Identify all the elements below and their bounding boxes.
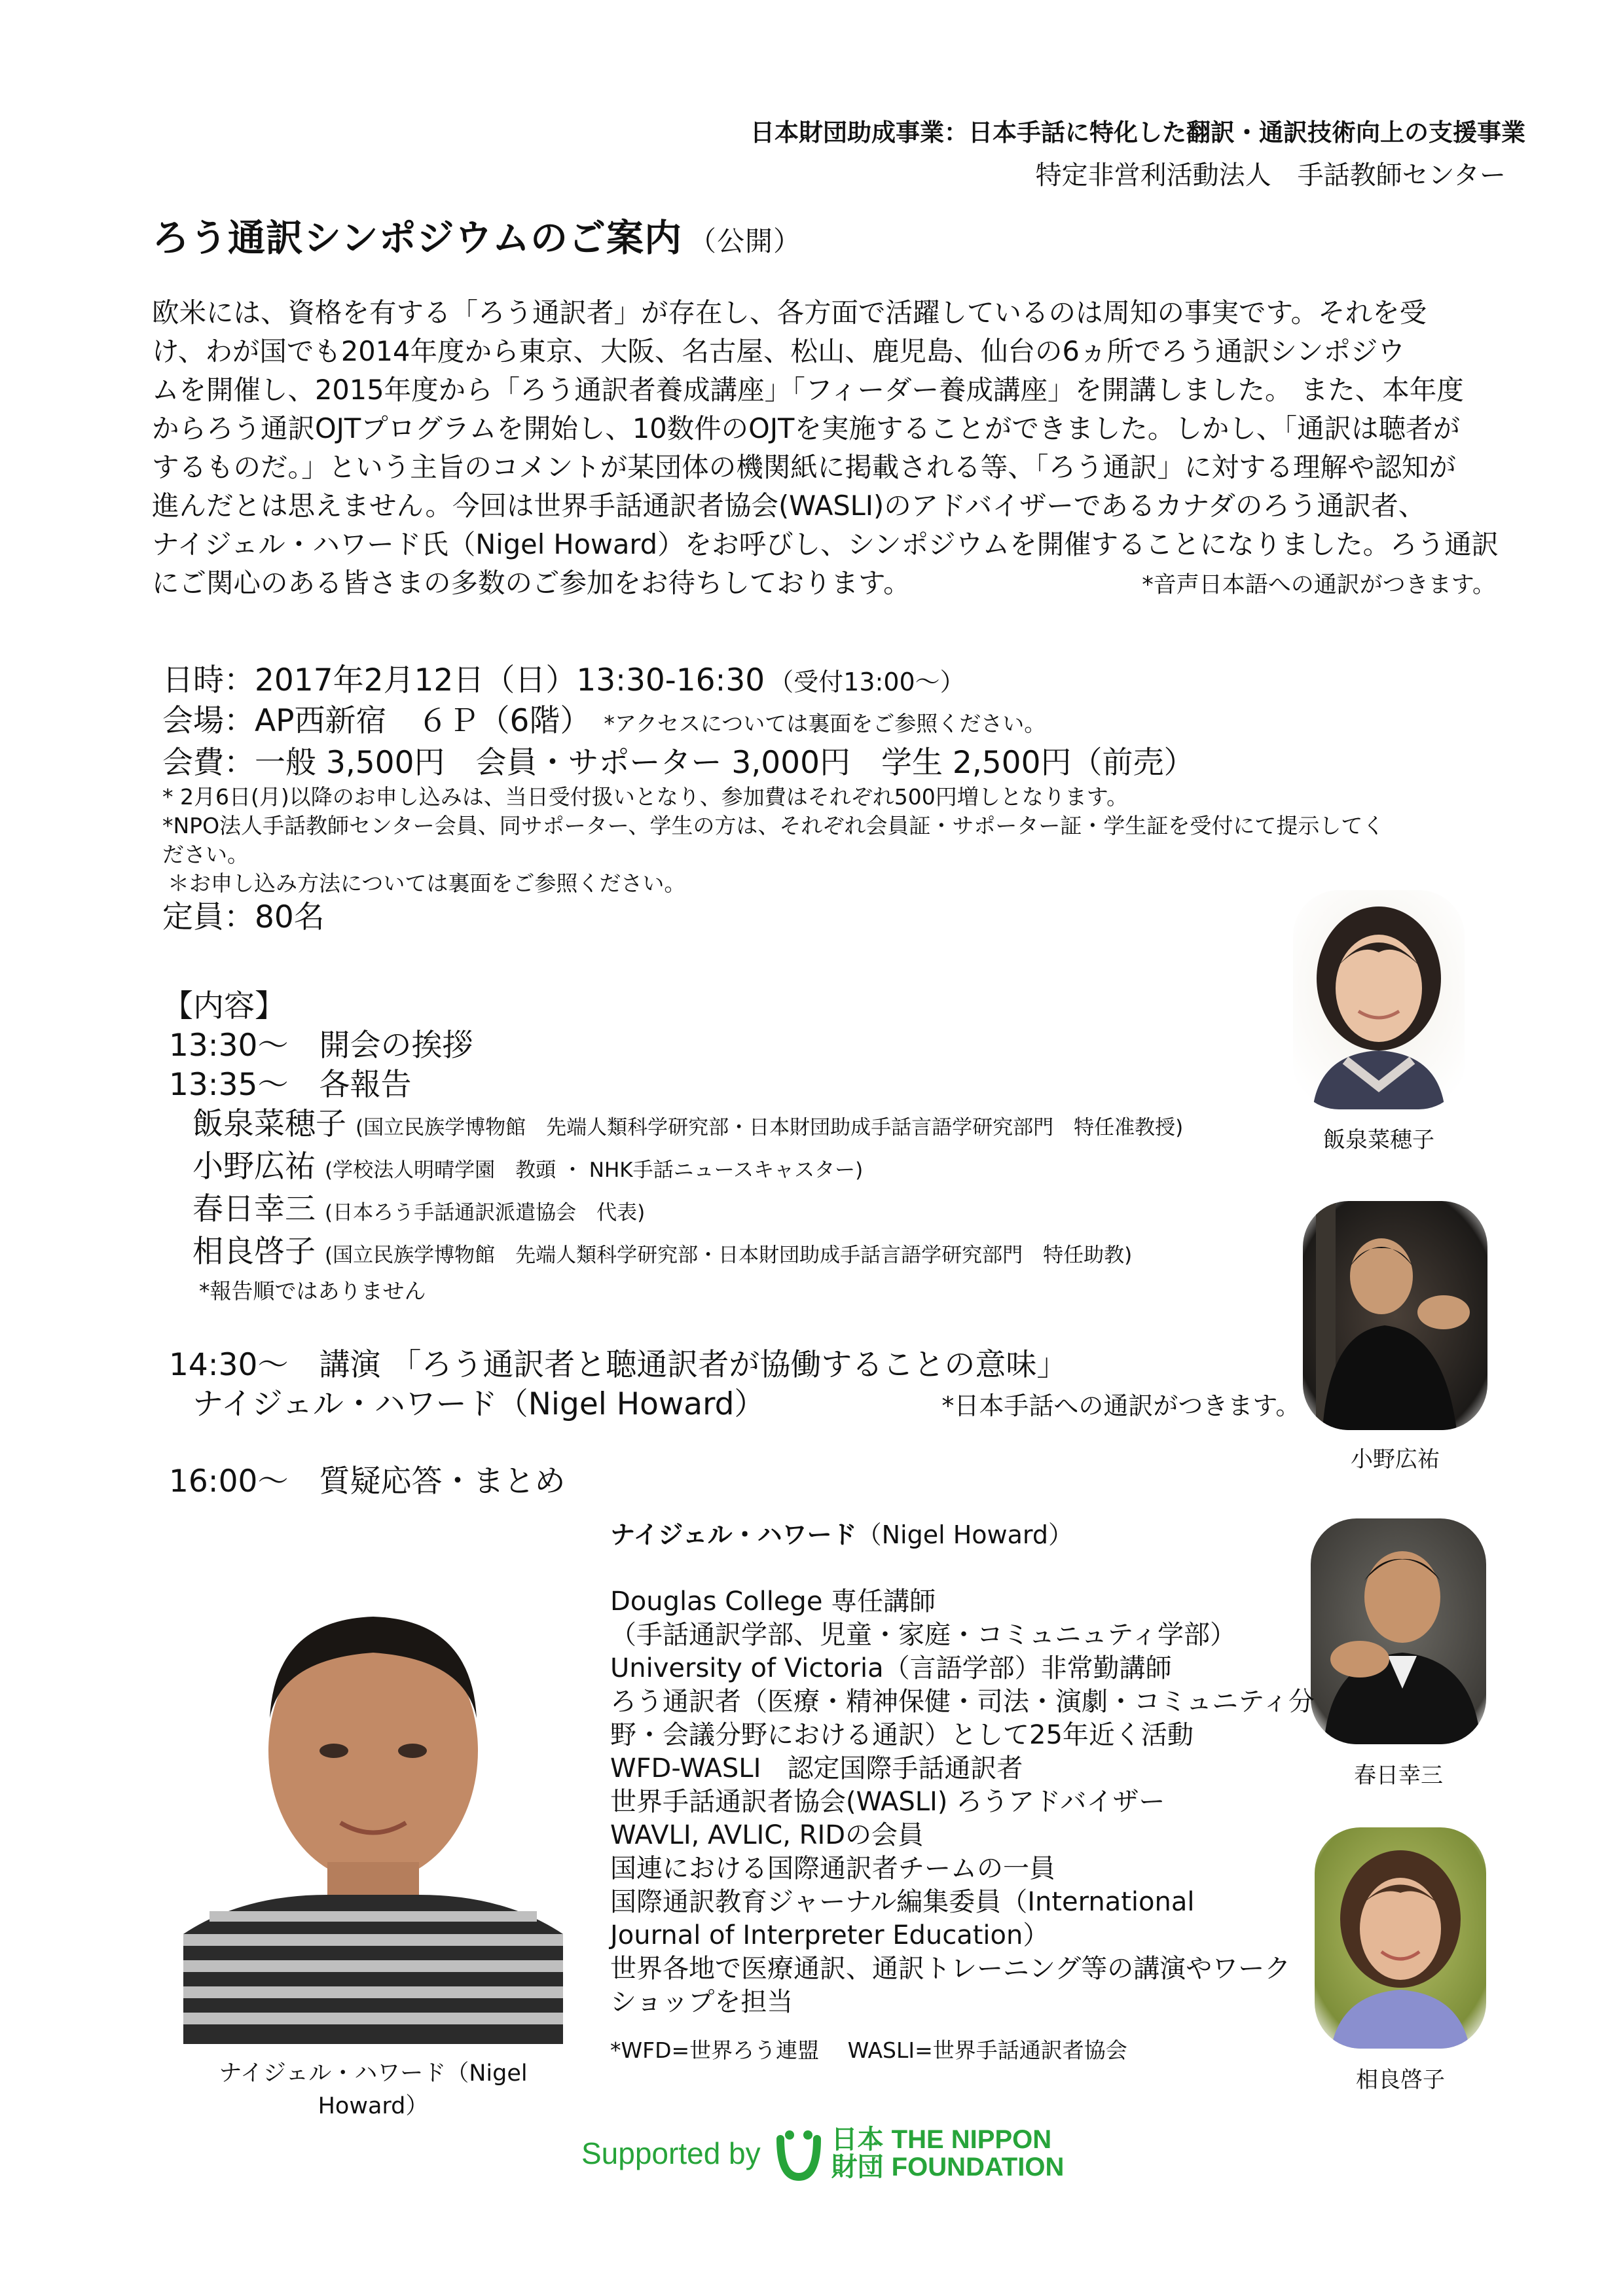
speaker-affiliation: (国立民族学博物館 先端人類科学研究部・日本財団助成手話言語学研究部門 特任准教授): [356, 1116, 1184, 1139]
venue-note: *アクセスについては裏面をご参照ください。: [604, 711, 1046, 736]
speaker-affiliation: (学校法人明晴学園 教頭 ・ NHK手話ニュースキャスター): [325, 1158, 864, 1182]
intro-line: ムを開催し、2015年度から「ろう通訳者養成講座」「フィーダー養成講座」を開講しました。 また、本年度: [152, 374, 1464, 406]
portrait-nigel-howard: [183, 1554, 563, 2044]
fee-note: * 2月6日(月)以降のお申し込みは、当日受付扱いとなり、参加費はそれぞれ500円増しとなります。: [162, 784, 1129, 810]
intro-line: からろう通訳OJTプログラムを開始し、10数件のOJTを実施することができました。しかし、「通訳は聴者が: [152, 412, 1461, 444]
speaker-name: 小野広祐: [192, 1149, 316, 1185]
caption-iizumi: 飯泉菜穂子: [1323, 1127, 1434, 1153]
speaker-name: 飯泉菜穂子: [192, 1106, 346, 1142]
speaker-affiliation: (日本ろう手話通訳派遣協会 代表): [325, 1201, 646, 1225]
program-opening: 13:30～ 開会の挨拶: [169, 1028, 473, 1064]
intro-paragraph: [152, 293, 1501, 605]
event-venue: [162, 702, 1537, 744]
portrait-woman-2: [1315, 1827, 1486, 2049]
lecturer-name: ナイジェル・ハワード（Nigel Howard）: [192, 1386, 765, 1422]
bio-line: Journal of Interpreter Education）: [610, 1920, 1049, 1950]
bio-name: [610, 1518, 1330, 1552]
venue-text: 会場：AP西新宿 ６Ｐ（6階）: [162, 703, 591, 739]
order-note: *報告順ではありません: [199, 1278, 426, 1304]
program: [162, 987, 1301, 1501]
portrait-man-signing: [1303, 1201, 1487, 1430]
organizer-line: 特定非営利活動法人 手話教師センター: [1035, 160, 1506, 190]
supported-by-footer: [581, 2121, 1064, 2186]
bio-footnote: *WFD=世界ろう連盟 WASLI=世界手話通訳者協会: [610, 2037, 1127, 2063]
nippon-foundation-logo-icon: [775, 2126, 822, 2181]
page-title: [152, 208, 801, 262]
foundation-en-line1: THE NIPPON: [891, 2125, 1052, 2154]
bio-line: 国連における国際通訳者チームの一員: [610, 1854, 1055, 1884]
bio-name-jp: ナイジェル・ハワード: [610, 1520, 857, 1549]
intro-line: け、わが国でも2014年度から東京、大阪、名古屋、松山、鹿児島、仙台の6ヵ所でろう通訳シンポジウ: [152, 335, 1405, 367]
photo-kasuga: [1311, 1518, 1486, 1744]
bio-line: 世界手話通訳者協会(WASLI) ろうアドバイザー: [610, 1787, 1165, 1817]
program-reports: 13:35～ 各報告: [169, 1067, 412, 1103]
bio-line: University of Victoria（言語学部）非常勤講師: [610, 1653, 1172, 1683]
intro-line: するものだ。」という主旨のコメントが某団体の機関紙に掲載される等、「ろう通訳」に対する理解や認知が: [152, 451, 1457, 483]
lecture-note: *日本手話への通訳がつきます。: [941, 1391, 1301, 1420]
voice-interpret-note: *音声日本語への通訳がつきます。: [1142, 572, 1495, 598]
bio-line: （手話通訳学部、児童・家庭・コミュニュティ学部）: [610, 1620, 1236, 1650]
title-main: ろう通訳シンポジウムのご案内: [152, 217, 683, 260]
portrait-woman-1: [1293, 890, 1465, 1109]
speaker-affiliation: (国立民族学博物館 先端人類科学研究部・日本財団助成手話言語学研究部門 特任助教): [325, 1244, 1133, 1267]
bio-line: ショップを担当: [610, 1987, 793, 2017]
photo-howard: [183, 1554, 563, 2044]
bio-line: WFD-WASLI 認定国際手話通訳者: [610, 1753, 1023, 1784]
title-sub: （公開）: [689, 225, 802, 257]
reception-time: （受付13:00～）: [769, 668, 965, 696]
intro-line: 進んだとは思えません。今回は世界手話通訳者協会(WASLI)のアドバイザーであるカナダのろう通訳者、: [152, 490, 1426, 522]
foundation-name-jp: [831, 2126, 884, 2181]
foundation-jp-line2: 財団: [831, 2152, 884, 2182]
speaker-name: 相良啓子: [192, 1234, 316, 1270]
speaker-name: 春日幸三: [192, 1191, 316, 1227]
bio-line: ろう通訳者（医療・精神保健・司法・演劇・コミュニティ分: [610, 1687, 1315, 1717]
howard-bio: [610, 1518, 1330, 2067]
caption-sagara: 相良啓子: [1356, 2067, 1445, 2093]
program-heading: 【内容】: [162, 988, 285, 1024]
intro-line: ナイジェル・ハワード氏（Nigel Howard）をお呼びし、シンポジウムを開催することになりました。ろう通訳: [152, 528, 1499, 560]
speaker-row: [169, 1147, 1282, 1190]
bio-line: 国際通訳教育ジャーナル編集委員（International: [610, 1887, 1195, 1917]
event-capacity: 定員：80名: [162, 899, 325, 935]
program-qa: 16:00～ 質疑応答・まとめ: [169, 1463, 566, 1499]
speaker-row: [169, 1232, 1282, 1275]
portrait-man-suit: [1311, 1518, 1486, 1744]
foundation-name-en: [892, 2126, 1065, 2181]
event-datetime: [162, 661, 1537, 702]
bio-line: 野・会議分野における通訳）として25年近く活動: [610, 1720, 1194, 1750]
member-note: *NPO法人手話教師センター会員、同サポーター、学生の方は、それぞれ会員証・サポーター証・学生証を受付にて提示してく: [162, 813, 1385, 838]
speaker-row: [169, 1105, 1282, 1147]
bio-line: WAVLI, AVLIC, RIDの会員: [610, 1820, 924, 1850]
caption-ono: 小野広祐: [1351, 1446, 1440, 1473]
bio-line: Douglas College 専任講師: [610, 1587, 936, 1617]
sponsor-line: 日本財団助成事業：日本手話に特化した翻訳・通訳技術向上の支援事業: [750, 118, 1525, 147]
photo-sagara: [1315, 1827, 1486, 2049]
intro-line: にご関心のある皆さまの多数のご参加をお待ちしております。: [152, 567, 911, 599]
datetime-text: 日時：2017年2月12日（日）13:30-16:30: [162, 662, 765, 698]
member-note-cont: ださい。: [162, 842, 249, 867]
foundation-jp-line1: 日本: [831, 2125, 884, 2155]
supported-by-label: Supported by: [581, 2136, 761, 2170]
speaker-row: [169, 1190, 1282, 1232]
event-fee: 会費：一般 3,500円 会員・サポーター 3,000円 学生 2,500円（前売）: [162, 745, 1195, 781]
application-note: ＊お申し込み方法については裏面をご参照ください。: [168, 870, 686, 896]
bio-name-en: （Nigel Howard）: [856, 1520, 1073, 1549]
intro-line: 欧米には、資格を有する「ろう通訳者」が存在し、各方面で活躍しているのは周知の事実です。それを受: [152, 296, 1427, 329]
photo-ono: [1303, 1201, 1487, 1430]
program-lecture: 14:30～ 講演 「ろう通訳者と聴通訳者が協働することの意味」: [169, 1347, 1068, 1383]
caption-howard: ナイジェル・ハワード（Nigel Howard）: [219, 2060, 528, 2119]
foundation-en-line2: FOUNDATION: [891, 2153, 1065, 2181]
lecturer-row: [169, 1385, 1301, 1426]
photo-iizumi: [1293, 890, 1465, 1109]
caption-kasuga: 春日幸三: [1354, 1763, 1443, 1789]
intro-line-last: [152, 564, 1501, 602]
bio-line: 世界各地で医療通訳、通訳トレーニング等の講演やワーク: [610, 1954, 1291, 1984]
